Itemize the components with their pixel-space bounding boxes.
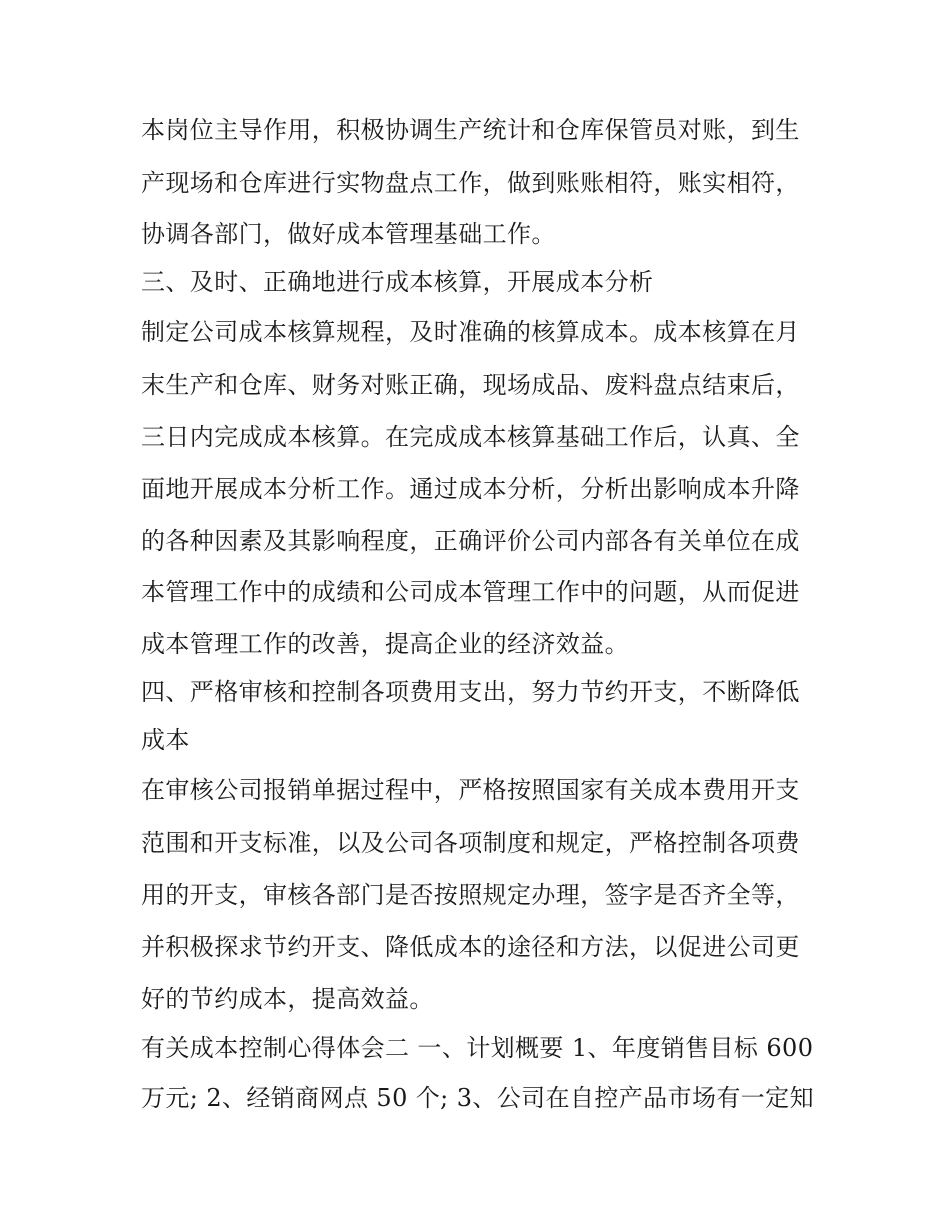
text-line: 产现场和仓库进行实物盘点工作，做到账账相符，账实相符，: [141, 169, 800, 197]
text-line: 好的节约成本，提高效益。: [141, 985, 434, 1013]
text-line: 制定公司成本核算规程，及时准确的核算成本。成本核算在月: [141, 318, 800, 346]
section-heading: 四、严格审核和控制各项费用支出，努力节约开支，不断降低: [141, 678, 800, 706]
text-line: 本管理工作中的成绩和公司成本管理工作中的问题，从而促进: [141, 578, 800, 606]
text-line: 三日内完成成本核算。在完成成本核算基础工作后，认真、全: [141, 423, 800, 451]
text-line: 范围和开支标准，以及公司各项制度和规定，严格控制各项费: [141, 829, 800, 857]
text-line: 协调各部门，做好成本管理基础工作。: [141, 220, 556, 248]
section-heading: 三、及时、正确地进行成本核算，开展成本分析: [141, 268, 654, 296]
text-line: 的各种因素及其影响程度，正确评价公司内部各有关单位在成: [141, 527, 800, 555]
text-line: 用的开支，审核各部门是否按照规定办理，签字是否齐全等，: [141, 881, 800, 909]
text-line: 本岗位主导作用，积极协调生产统计和仓库保管员对账，到生: [141, 116, 800, 144]
text-line: 面地开展成本分析工作。通过成本分析，分析出影响成本升降: [141, 475, 800, 503]
text-line: 末生产和仓库、财务对账正确，现场成品、废料盘点结束后，: [141, 371, 800, 399]
text-line: 并积极探求节约开支、降低成本的途径和方法，以促进公司更: [141, 933, 800, 961]
text-line: 万元; 2、经销商网点 50 个; 3、公司在自控产品市场有一定知: [141, 1084, 814, 1112]
text-line: 有关成本控制心得体会二 一、计划概要 1、年度销售目标 600: [141, 1034, 814, 1062]
text-line: 成本管理工作的改善，提高企业的经济效益。: [141, 630, 629, 658]
section-heading: 成本: [141, 726, 190, 754]
text-line: 在审核公司报销单据过程中，严格按照国家有关成本费用开支: [141, 776, 800, 804]
